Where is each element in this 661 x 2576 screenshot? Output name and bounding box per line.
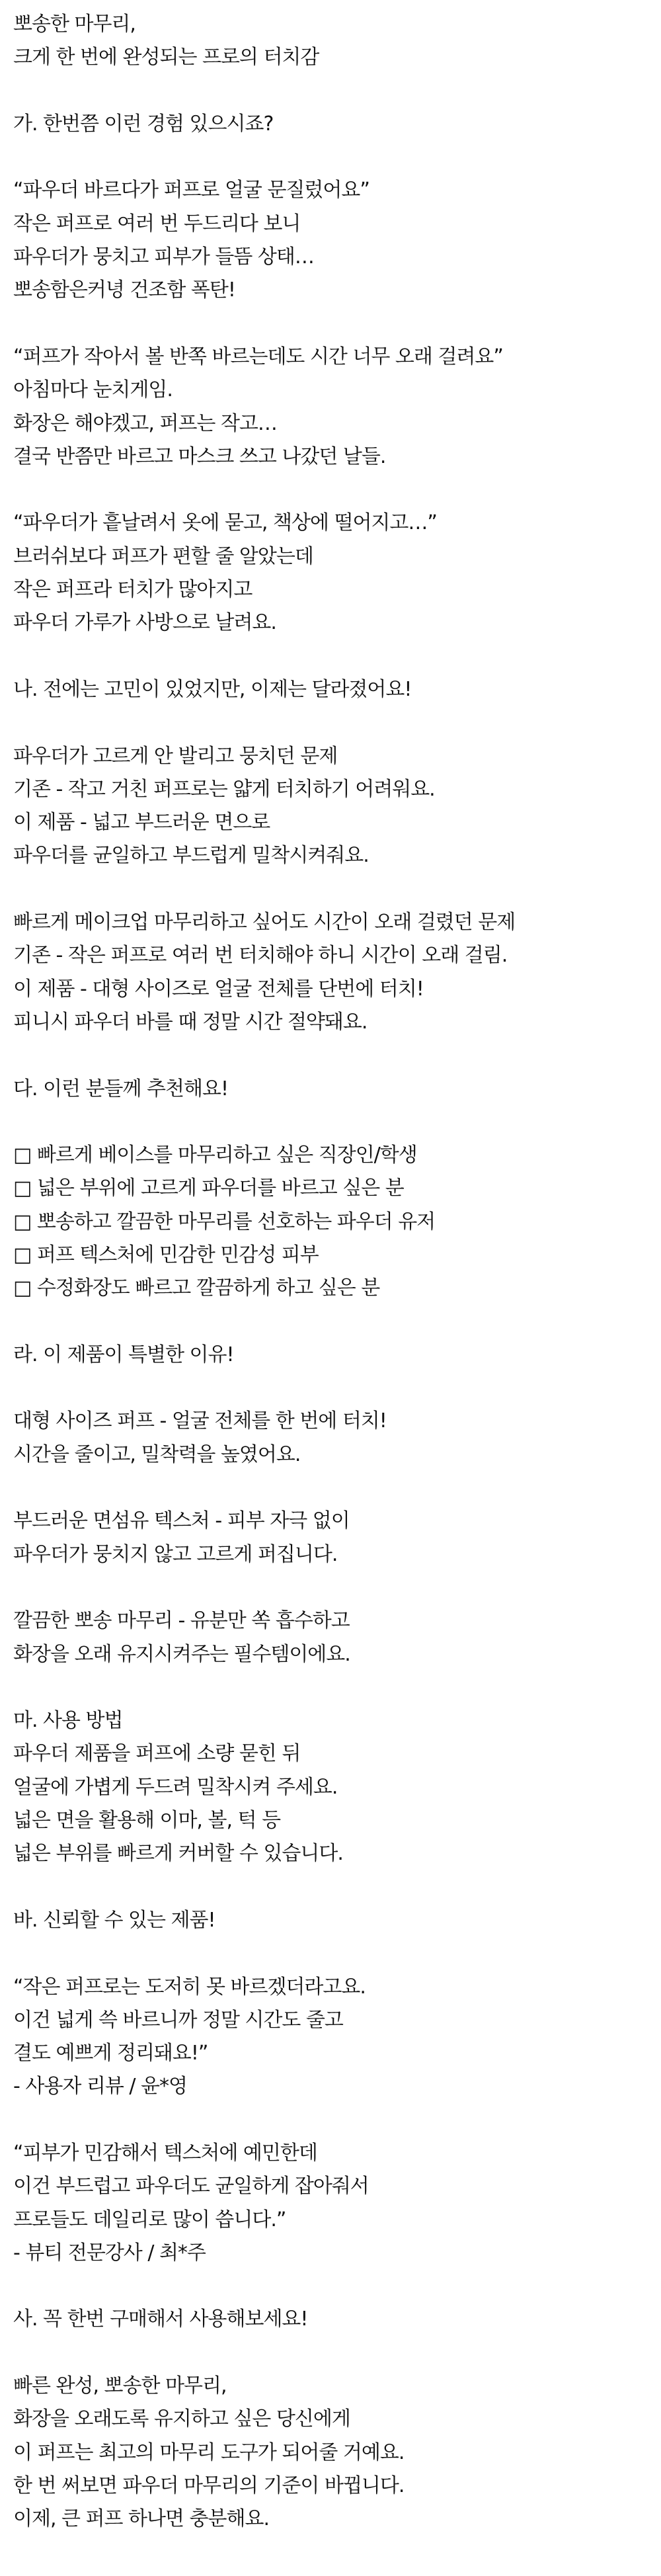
text-line: - 사용자 리뷰 / 윤*영 xyxy=(13,2075,187,2098)
text-line: 이제, 큰 퍼프 하나면 충분해요. xyxy=(13,2507,269,2531)
text-line: 뽀송한 마무리, xyxy=(13,13,136,36)
text-line: 부드러운 면섬유 텍스처 - 피부 자극 없이 xyxy=(13,1509,350,1533)
text-line: 피니시 파우더 바를 때 정말 시간 절약돼요. xyxy=(13,1010,368,1034)
text-line: 파우더가 뭉치지 않고 고르게 퍼집니다. xyxy=(13,1542,338,1566)
text-line: 얼굴에 가볍게 두드려 밀착시켜 주세요. xyxy=(13,1775,338,1799)
text-line: 작은 퍼프라 터치가 많아지고 xyxy=(13,578,253,602)
text-line: 한 번 써보면 파우더 마무리의 기준이 바뀝니다. xyxy=(13,2473,405,2497)
text-line: □ 뽀송하고 깔끔한 마무리를 선호하는 파우더 유저 xyxy=(13,1210,436,1233)
text-line: 화장을 오래도록 유지하고 싶은 당신에게 xyxy=(13,2407,350,2431)
text-line: 나. 전에는 고민이 있었지만, 이제는 달라졌어요! xyxy=(13,677,412,701)
text-line: “피부가 민감해서 텍스처에 예민한데 xyxy=(13,2141,317,2165)
blank-line xyxy=(13,1039,648,1072)
text-line: 크게 한 번에 완성되는 프로의 터치감 xyxy=(13,46,319,69)
text-line: 파우더 가루가 사방으로 날려요. xyxy=(13,611,276,635)
blank-line xyxy=(13,873,648,906)
blank-line xyxy=(13,1671,648,1704)
text-line: 파우더가 고르게 안 발리고 뭉치던 문제 xyxy=(13,744,338,768)
text-line: 넓은 면을 활용해 이마, 볼, 턱 등 xyxy=(13,1809,281,1833)
text-line: 화장을 오래 유지시켜주는 필수템이에요. xyxy=(13,1642,350,1666)
text-line: □ 빠르게 베이스를 마무리하고 싶은 직장인/학생 xyxy=(13,1143,417,1167)
text-line: 사. 꼭 한번 구매해서 사용해보세요! xyxy=(13,2307,308,2331)
text-line: 빠르게 메이크업 마무리하고 싶어도 시간이 오래 걸렸던 문제 xyxy=(13,911,516,935)
blank-line xyxy=(13,474,648,507)
text-line: 기존 - 작은 퍼프로 여러 번 터치해야 하니 시간이 오래 걸림. xyxy=(13,944,508,968)
text-line: 이 제품 - 대형 사이즈로 얼굴 전체를 단번에 터치! xyxy=(13,977,424,1001)
text-line: 마. 사용 방법 xyxy=(13,1709,123,1733)
blank-line xyxy=(13,1472,648,1505)
text-line: 바. 신뢰할 수 있는 제품! xyxy=(13,1908,215,1932)
text-line: 아침마다 눈치게임. xyxy=(13,378,173,402)
text-line: □ 퍼프 텍스처에 민감한 민감성 피부 xyxy=(13,1243,319,1267)
blank-line xyxy=(13,1937,648,1970)
text-line: 넓은 부위를 빠르게 커버할 수 있습니다. xyxy=(13,1842,343,1866)
text-line: 깔끔한 뽀송 마무리 - 유분만 쏙 흡수하고 xyxy=(13,1609,350,1633)
text-line: 화장은 해야겠고, 퍼프는 작고… xyxy=(13,411,277,435)
text-line: 프로들도 데일리로 많이 씁니다.” xyxy=(13,2208,286,2231)
text-line: 결도 예쁘게 정리돼요!” xyxy=(13,2042,208,2065)
blank-line xyxy=(13,1372,648,1405)
text-line: “파우더 바르다가 퍼프로 얼굴 문질렀어요” xyxy=(13,179,369,202)
blank-line xyxy=(13,1571,648,1604)
blank-line xyxy=(13,1106,648,1139)
text-line: “퍼프가 작아서 볼 반쪽 바르는데도 시간 너무 오래 걸려요” xyxy=(13,345,503,368)
blank-line xyxy=(13,141,648,174)
text-line: 라. 이 제품이 특별한 이유! xyxy=(13,1343,234,1366)
text-line: 시간을 줄이고, 밀착력을 높였어요. xyxy=(13,1442,301,1466)
blank-line xyxy=(13,308,648,341)
text-line: 가. 한번쯤 이런 경험 있으시죠? xyxy=(13,112,274,136)
blank-line xyxy=(13,75,648,108)
text-line: - 뷰티 전문강사 / 최*주 xyxy=(13,2241,206,2264)
blank-line xyxy=(13,2104,648,2137)
text-line: 대형 사이즈 퍼프 - 얼굴 전체를 한 번에 터치! xyxy=(13,1409,387,1433)
text-line: 이 퍼프는 최고의 마무리 도구가 되어줄 거예요. xyxy=(13,2440,405,2464)
blank-line xyxy=(13,640,648,673)
text-line: 이건 부드럽고 파우더도 균일하게 잡아줘서 xyxy=(13,2175,369,2198)
text-line: “작은 퍼프로는 도저히 못 바르겠더라고요. xyxy=(13,1975,366,1999)
text-line: □ 수정화장도 빠르고 깔끔하게 하고 싶은 분 xyxy=(13,1276,380,1300)
text-line: 기존 - 작고 거친 퍼프로는 얇게 터치하기 어려워요. xyxy=(13,777,435,801)
text-line: 파우더를 균일하고 부드럽게 밀착시켜줘요. xyxy=(13,844,369,868)
text-line: 다. 이런 분들께 추천해요! xyxy=(13,1077,228,1101)
blank-line xyxy=(13,706,648,739)
description-text-block xyxy=(13,8,648,2536)
blank-line xyxy=(13,2270,648,2303)
text-line: 뽀송함은커녕 건조함 폭탄! xyxy=(13,278,235,302)
blank-line xyxy=(13,1306,648,1339)
blank-line xyxy=(13,1871,648,1904)
text-line: 결국 반쯤만 바르고 마스크 쓰고 나갔던 날들. xyxy=(13,444,386,468)
text-line: 파우더 제품을 퍼프에 소량 묻힌 뒤 xyxy=(13,1742,301,1766)
text-line: 이건 넓게 쓱 바르니까 정말 시간도 줄고 xyxy=(13,2008,343,2032)
text-line: 이 제품 - 넓고 부드러운 면으로 xyxy=(13,811,270,835)
blank-line xyxy=(13,2337,648,2370)
text-line: 빠른 완성, 뽀송한 마무리, xyxy=(13,2374,227,2398)
text-line: “파우더가 흩날려서 옷에 묻고, 책상에 떨어지고…” xyxy=(13,511,437,535)
text-line: 작은 퍼프로 여러 번 두드리다 보니 xyxy=(13,212,301,235)
text-line: 파우더가 뭉치고 피부가 들뜸 상태… xyxy=(13,245,314,269)
text-line: 브러쉬보다 퍼프가 편할 줄 알았는데 xyxy=(13,544,313,568)
text-line: □ 넓은 부위에 고르게 파우더를 바르고 싶은 분 xyxy=(13,1177,404,1200)
